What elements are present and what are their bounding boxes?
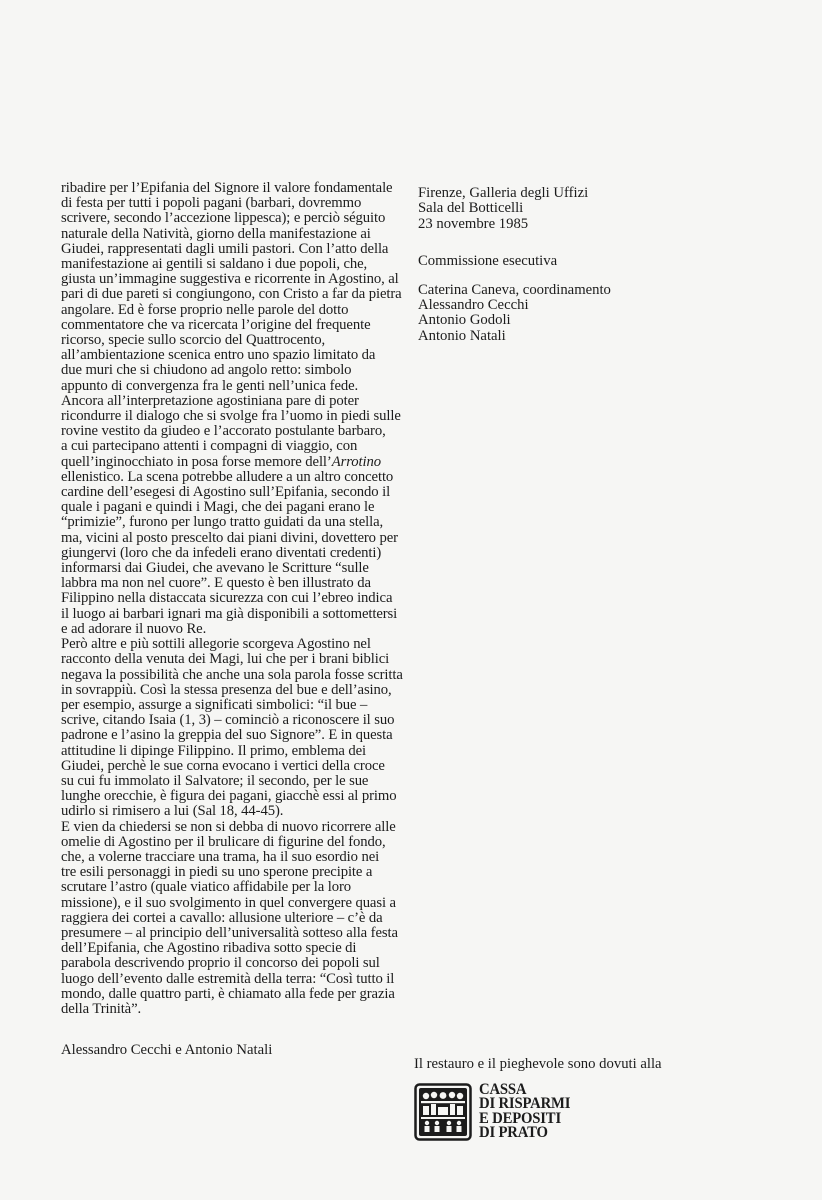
body-line: manifestazione ai gentili si saldano i due popoli, che, bbox=[61, 256, 368, 273]
body-line: luogo dell’evento dalle estremità della terra: “Così tutto il bbox=[61, 970, 395, 987]
logo-line: DI RISPARMI bbox=[479, 1095, 571, 1113]
body-line: che, a volerne tracciare una trama, ha il suo esordio nei bbox=[61, 848, 380, 865]
body-line: ricondurre il dialogo che si svolge fra l’uomo in piedi sulle bbox=[61, 408, 401, 425]
body-line: Giudei, rappresentati dagli umili pastori. Con l’atto della bbox=[61, 240, 389, 257]
body-line: attitudine li dipinge Filippino. Il primo, emblema dei bbox=[61, 742, 367, 759]
body-line: ellenistico. La scena potrebbe alludere a un altro concetto bbox=[61, 468, 394, 485]
body-line: labbra ma non nel cuore”. E questo è ben illustrato da bbox=[61, 575, 371, 592]
body-line: all’ambientazione scenica entro uno spazio limitato da bbox=[61, 347, 376, 364]
body-line: scrive, citando Isaia (1, 3) – cominciò a riconoscere il suo bbox=[61, 712, 395, 729]
body-line: naturale della Natività, giorno della manifestazione ai bbox=[61, 225, 371, 242]
body-line: ma, vicini al posto prescelto dai piani divini, dovettero per bbox=[61, 529, 398, 546]
logo-line: CASSA bbox=[479, 1081, 527, 1098]
article-authors: Alessandro Cecchi e Antonio Natali bbox=[61, 1042, 273, 1058]
body-line: e ad adorare il nuovo Re. bbox=[61, 620, 207, 637]
body-line: della Trinità”. bbox=[61, 1000, 142, 1017]
cassa-di-risparmi-prato-logo-icon bbox=[414, 1083, 472, 1141]
body-line: Però altre e più sottili allegorie scorgeva Agostino nel bbox=[61, 636, 371, 653]
body-line: appunto di convergenza fra le genti nell’unica fede. bbox=[61, 377, 359, 394]
body-line: mondo, dalle quattro parti, è chiamato alla fede per grazia bbox=[61, 985, 395, 1002]
body-line: raggiera dei cortei a cavallo: allusione ulteriore – c’è da bbox=[61, 909, 383, 926]
body-line: angolare. Ed è forse proprio nelle parole del dotto bbox=[61, 301, 349, 318]
venue-line: Firenze, Galleria degli Uffizi bbox=[418, 185, 589, 201]
body-line: negava la possibilità che anche una sola parola fosse scritta bbox=[61, 666, 403, 683]
body-line: Ancora all’interpretazione agostiniana pare di poter bbox=[61, 392, 359, 409]
body-text bbox=[61, 180, 403, 1017]
committee-members bbox=[418, 283, 738, 345]
body-line: in sovrappiù. Così la stessa presenza del bue e dell’asino, bbox=[61, 681, 392, 698]
committee-member: Alessandro Cecchi bbox=[418, 297, 529, 314]
committee-member: Antonio Natali bbox=[418, 327, 506, 344]
body-line: commentatore che va ricercata l’origine del frequente bbox=[61, 316, 371, 333]
body-paragraphs bbox=[61, 180, 403, 1017]
committee-title: Commissione esecutiva bbox=[418, 253, 558, 270]
body-line: quale i pagani e quindi i Magi, che dei pagani erano le bbox=[61, 499, 375, 516]
body-line: E vien da chiedersi se non si debba di nuovo ricorrere alle bbox=[61, 818, 396, 835]
body-line: ricorso, specie sullo scorcio del Quattrocento, bbox=[61, 332, 326, 349]
body-line: lunghe orecchie, è figura dei pagani, giacchè essi al primo bbox=[61, 788, 397, 805]
body-line: tre esili personaggi in piedi su uno sperone precipite a bbox=[61, 864, 373, 881]
logo-line: E DEPOSITI bbox=[479, 1109, 561, 1127]
body-line: cardine dell’esegesi di Agostino sull’Epifania, secondo il bbox=[61, 484, 391, 501]
body-line: racconto della venuta dei Magi, lui che per i brani biblici bbox=[61, 651, 390, 668]
body-line: di festa per tutti i popoli pagani (barbari, dovremmo bbox=[61, 195, 362, 212]
body-line: omelie di Agostino per il brulicare di figurine del fondo, bbox=[61, 833, 386, 850]
body-line: il luogo ai barbari ignari ma già disponibili a sottomettersi bbox=[61, 605, 398, 622]
body-line: ribadire per l’Epifania del Signore il valore fondamentale bbox=[61, 180, 393, 196]
body-line: per esempio, assurge a significati simbolici: “il bue – bbox=[61, 696, 368, 713]
body-line: Giudei, perchè le sue corna evocano i vertici della croce bbox=[61, 757, 385, 774]
venue-block bbox=[418, 186, 738, 232]
body-line: missione), e il suo svolgimento in quel convergere quasi a bbox=[61, 894, 396, 911]
sponsor-logo bbox=[414, 1083, 624, 1145]
committee-member: Caterina Caneva, coordinamento bbox=[418, 281, 611, 298]
sponsor-credit: Il restauro e il pieghevole sono dovuti alla bbox=[414, 1056, 662, 1072]
logo-line: DI PRATO bbox=[479, 1124, 548, 1142]
venue-date: 23 novembre 1985 bbox=[418, 215, 529, 232]
body-line: pari di due pareti si congiungono, con Cristo a far da pietra bbox=[61, 286, 402, 303]
body-line: informarsi dai Giudei, che avevano le Scritture “sulle bbox=[61, 560, 369, 577]
body-line: scrutare l’astro (quale viatico affidabile per la loro bbox=[61, 879, 351, 896]
colophon bbox=[418, 186, 738, 344]
venue-line: Sala del Botticelli bbox=[418, 200, 524, 217]
body-line: padrone e l’asino la greppia del suo Signore”. E in questa bbox=[61, 727, 393, 744]
body-line: quell’inginocchiato in posa forse memore dell’Arrotino bbox=[61, 453, 381, 470]
body-line: parabola descrivendo proprio il concorso dei popoli sul bbox=[61, 955, 380, 972]
body-line: “primizie”, furono per lungo tratto guidati da una stella, bbox=[61, 514, 384, 531]
logo-wordmark bbox=[479, 1083, 570, 1141]
body-line: due muri che si chiudono ad angolo retto: simbolo bbox=[61, 362, 352, 379]
body-line: a cui partecipano attenti i compagni di viaggio, con bbox=[61, 438, 358, 455]
body-line: giusta un’immagine suggestiva e ricorrente in Agostino, al bbox=[61, 271, 399, 288]
body-line: rovine vestito da giudeo e l’accorato postulante barbaro, bbox=[61, 423, 386, 440]
body-line: dell’Epifania, che Agostino ribadiva sotto specie di bbox=[61, 940, 357, 957]
body-line: Filippino nella distaccata sicurezza con cui l’ebreo indica bbox=[61, 590, 393, 607]
body-line: udirlo si rimisero a lui (Sal 18, 44-45). bbox=[61, 803, 284, 820]
body-line: presumere – al principio dell’universalità sotteso alla festa bbox=[61, 924, 398, 941]
committee-member: Antonio Godoli bbox=[418, 312, 511, 329]
body-line: scrivere, secondo l’accezione lippesca); e perciò séguito bbox=[61, 210, 386, 227]
body-line: su cui fu immolato il Salvatore; il secondo, per le sue bbox=[61, 772, 369, 789]
body-line: giungervi (loro che da infedeli erano diventati credenti) bbox=[61, 544, 382, 561]
